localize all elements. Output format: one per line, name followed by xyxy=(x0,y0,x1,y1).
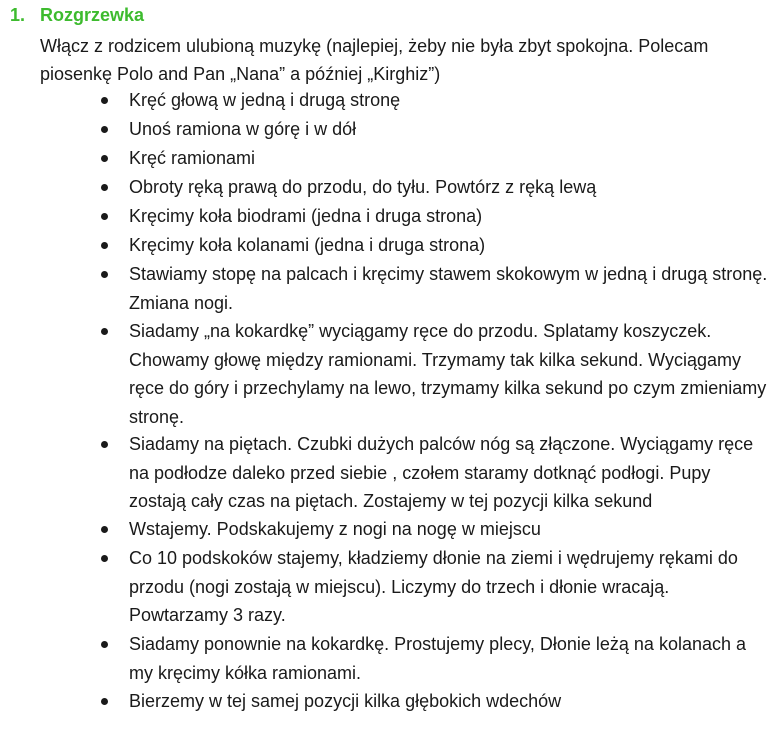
list-item-text: Wstajemy. Podskakujemy z nogi na nogę w miejscu xyxy=(129,519,541,539)
list-item-text: Siadamy ponownie na kokardkę. Prostujemy plecy, Dłonie leżą na kolanach a my kręcimy kółka ramionami. xyxy=(129,634,747,683)
list-item-text: Siadamy na piętach. Czubki dużych palców nóg są złączone. Wyciągamy ręce na podłodze daleko przed siebie , czołem staramy dotknąć podłogi. Pupy zostają cały czas na piętach. Zostajemy w tej pozycji kilka sekund xyxy=(129,434,754,511)
bullet-icon xyxy=(101,271,108,278)
bullet-icon xyxy=(101,641,108,648)
section-number: 1. xyxy=(10,5,26,25)
list-item-text: Bierzemy w tej samej pozycji kilka głębokich wdechów xyxy=(129,691,562,711)
section-heading xyxy=(10,3,144,27)
list-item-text: Stawiamy stopę na palcach i kręcimy stawem skokowym w jedną i drugą stronę. Zmiana nogi. xyxy=(129,264,768,313)
bullet-icon xyxy=(101,242,108,249)
bullet-icon xyxy=(101,555,108,562)
bullet-icon xyxy=(101,328,108,335)
section-title: Rozgrzewka xyxy=(40,5,145,25)
list-item-text: Kręcimy koła kolanami (jedna i druga strona) xyxy=(129,235,486,255)
list-item-text: Co 10 podskoków stajemy, kładziemy dłonie na ziemi i wędrujemy rękami do przodu (nogi zostają w miejscu). Liczymy do trzech i dłonie wracają. Powtarzamy 3 razy. xyxy=(129,548,738,625)
bullet-icon xyxy=(101,155,108,162)
bullet-icon xyxy=(101,526,108,533)
list-item-text: Kręć ramionami xyxy=(129,148,256,168)
bullet-icon xyxy=(101,698,108,705)
list-item-text: Obroty ręką prawą do przodu, do tyłu. Powtórz z ręką lewą xyxy=(129,177,597,197)
bullet-icon xyxy=(101,184,108,191)
list-item-text: Kręcimy koła biodrami (jedna i druga strona) xyxy=(129,206,483,226)
list-item-text: Kręć głową w jedną i drugą stronę xyxy=(129,90,401,110)
bullet-icon xyxy=(101,213,108,220)
bullet-icon xyxy=(101,126,108,133)
list-item-text: Unoś ramiona w górę i w dół xyxy=(129,119,357,139)
intro-paragraph: Włącz z rodzicem ulubioną muzykę (najlepiej, żeby nie była zbyt spokojna. Polecam piosenkę Polo and Pan „Nana” a później „Kirghiz”) xyxy=(40,36,709,84)
bullet-icon xyxy=(101,97,108,104)
bullet-icon xyxy=(101,441,108,448)
list-item-text: Siadamy „na kokardkę” wyciągamy ręce do przodu. Splatamy koszyczek. Chowamy głowę między ramionami. Trzymamy tak kilka sekund. Wyciągamy ręce do góry i przechylamy na lewo, trzymamy kilka sekund po czym zmieniamy stronę. xyxy=(129,321,767,427)
